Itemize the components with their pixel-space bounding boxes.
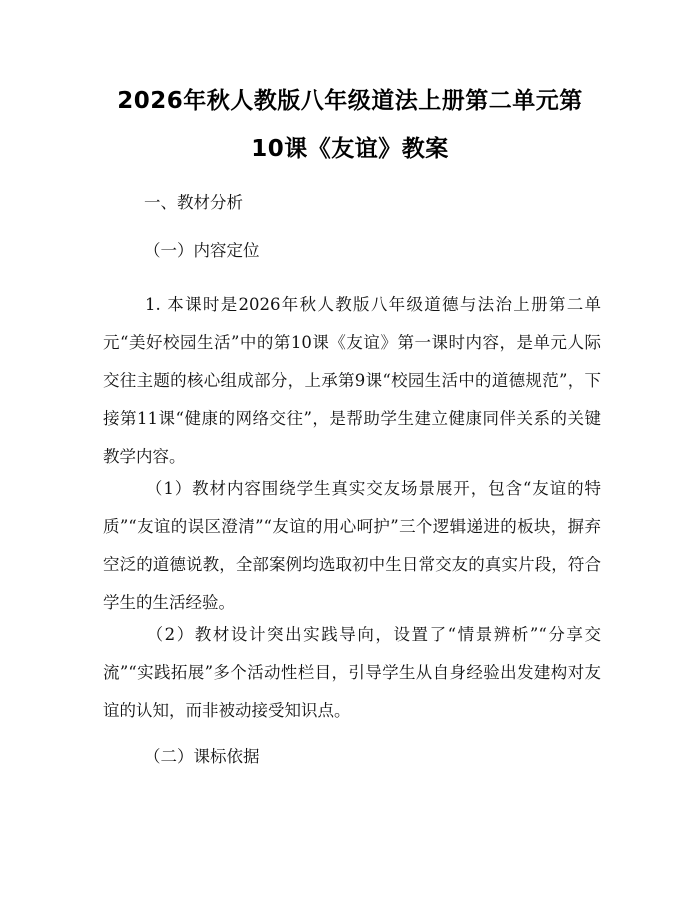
document-title-line-2: 10课《友谊》教案	[251, 136, 449, 162]
paragraph-course-positioning	[103, 286, 601, 476]
paragraph-text: （2）教材设计突出实践导向，设置了“情景辨析”“分享交流”“实践拓展”多个活动性栏目，引导学生从自身经验出发建构对友谊的认知，而非被动接受知识点。	[103, 625, 601, 720]
paragraph-text: 1. 本课时是2026年秋人教版八年级道德与法治上册第二单元“美好校园生活”中的第10课《友谊》第一课时内容，是单元人际交往主题的核心组成部分，上承第9课“校园生活中的道德规范”，下接第11课“健康的网络交往”，是帮助学生建立健康同伴关系的关键教学内容。	[103, 295, 601, 466]
subsection-heading-curriculum-basis: （二）课标依据	[144, 747, 260, 766]
paragraph-content-structure	[103, 470, 601, 622]
section-heading-textbook-analysis: 一、教材分析	[144, 193, 243, 212]
document-title-line-1: 2026年秋人教版八年级道法上册第二单元第	[117, 88, 583, 114]
subsection-heading-content-positioning: （一）内容定位	[144, 241, 260, 260]
paragraph-practice-orientation	[103, 616, 601, 730]
paragraph-text: （1）教材内容围绕学生真实交友场景展开，包含“友谊的特质”“友谊的误区澄清”“友谊的用心呵护”三个逻辑递进的板块，摒弃空泛的道德说教，全部案例均选取初中生日常交友的真实片段，符合学生的生活经验。	[103, 479, 601, 612]
